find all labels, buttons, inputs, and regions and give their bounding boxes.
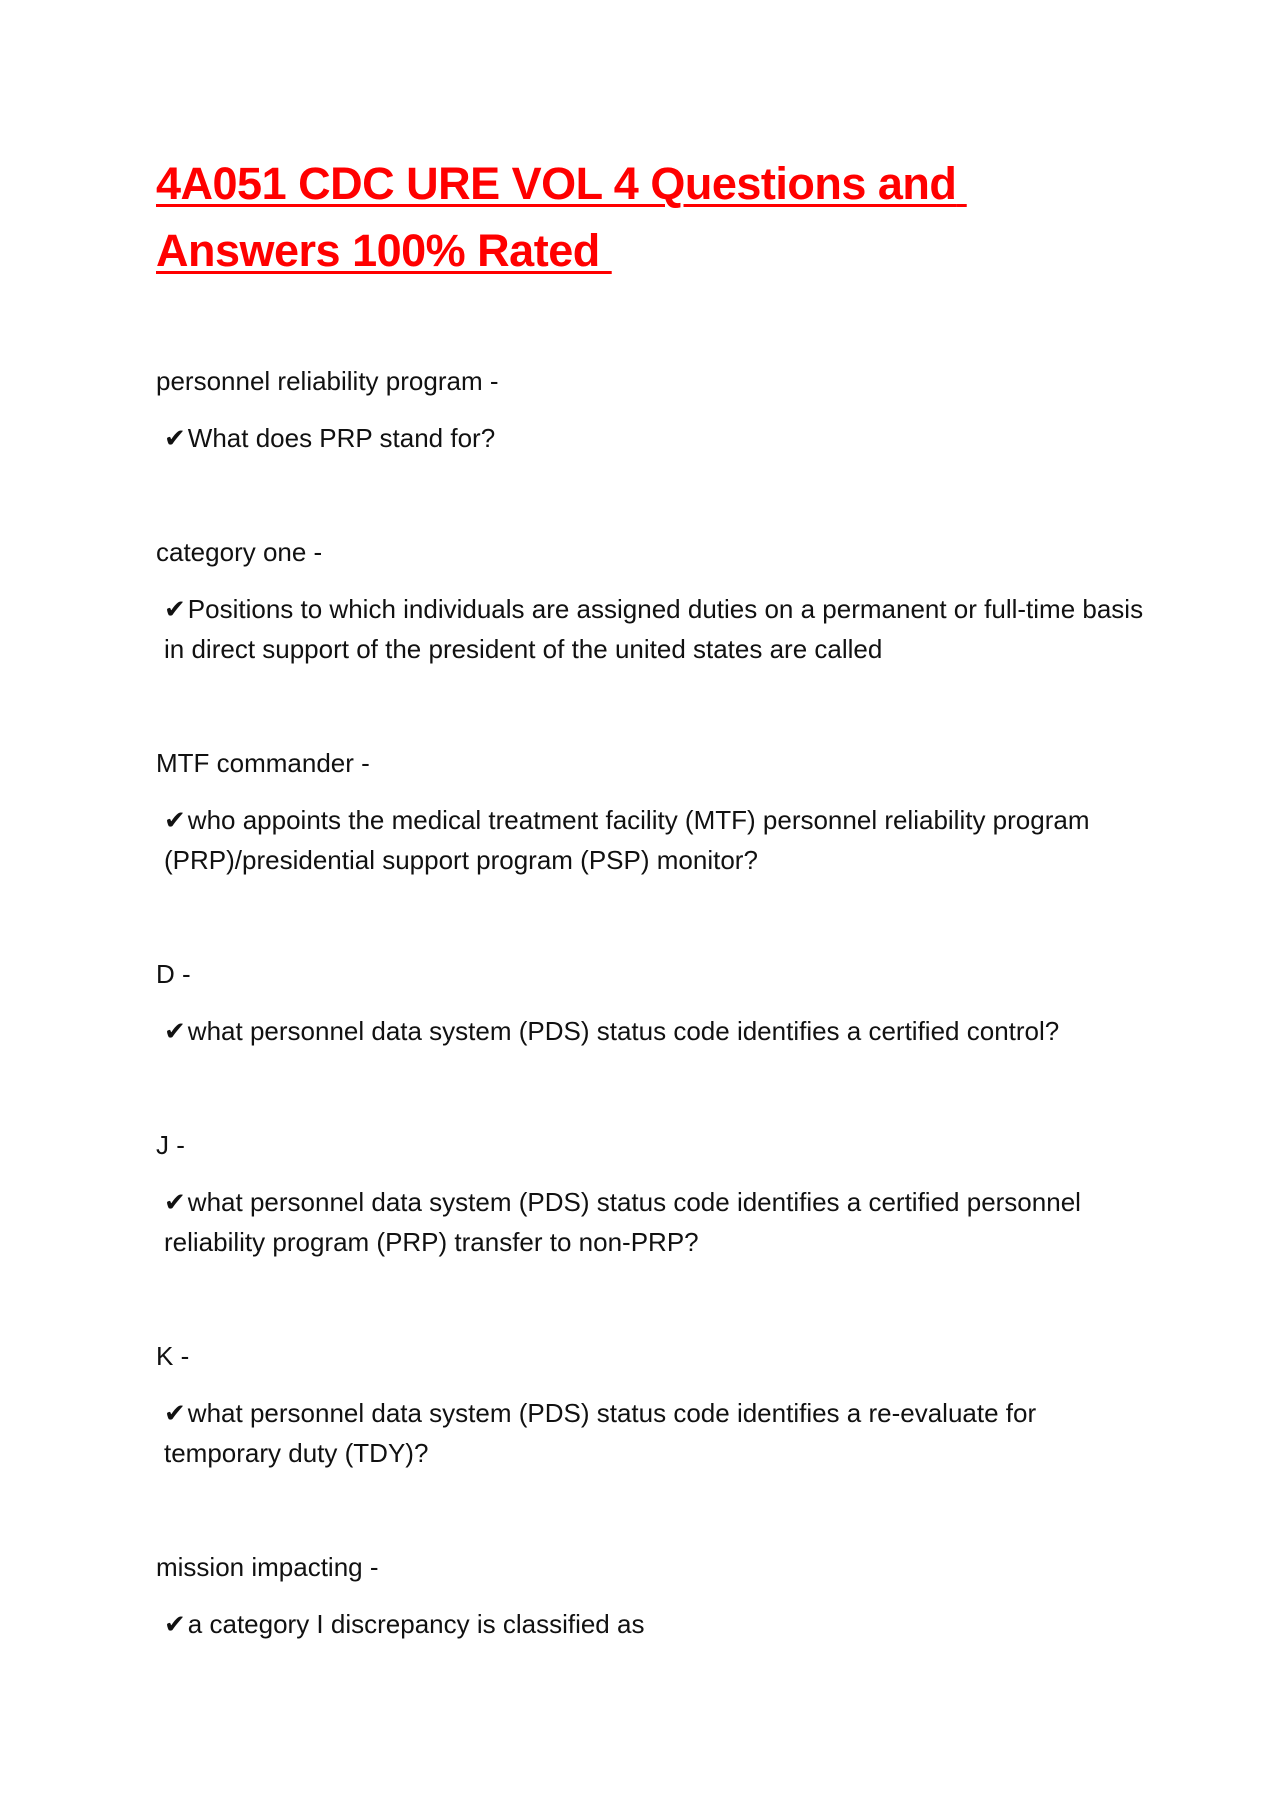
question-label: What does PRP stand for?: [187, 423, 496, 453]
qa-list: [156, 361, 1146, 1644]
question-label: what personnel data system (PDS) status code identifies a certified control?: [187, 1016, 1060, 1046]
qa-item: [156, 954, 1146, 1125]
item-spacer: [156, 880, 1146, 954]
checkmark-icon: ✔: [164, 1016, 186, 1046]
question-label: what personnel data system (PDS) status code identifies a certified personnel reliability program (PRP) transfer to non-PRP?: [164, 1187, 1081, 1257]
checkmark-icon: ✔: [164, 594, 186, 624]
answer-text: category one -: [156, 537, 323, 567]
question-label: what personnel data system (PDS) status code identifies a re-evaluate for temporary duty (TDY)?: [164, 1398, 1037, 1468]
qa-item: [156, 743, 1146, 954]
item-spacer: [156, 458, 1146, 532]
item-spacer: [156, 669, 1146, 743]
item-spacer: [156, 1473, 1146, 1547]
question-label: a category I discrepancy is classified as: [187, 1609, 645, 1639]
answer-text: K -: [156, 1341, 190, 1371]
question-text: [156, 589, 1146, 669]
qa-item: [156, 1547, 1146, 1644]
answer-text: D -: [156, 959, 191, 989]
item-spacer: [156, 1051, 1146, 1125]
checkmark-icon: ✔: [164, 423, 186, 453]
question-text: [156, 1182, 1146, 1262]
question-text: [156, 418, 1146, 458]
qa-item: [156, 532, 1146, 743]
question-text: [156, 1011, 1146, 1051]
item-spacer: [156, 1262, 1146, 1336]
qa-item: [156, 361, 1146, 532]
checkmark-icon: ✔: [164, 1398, 186, 1428]
document-title: 4A051 CDC URE VOL 4 Questions and Answers 100% Rated: [156, 158, 967, 276]
question-label: who appoints the medical treatment facility (MTF) personnel reliability program (PRP)/presidential support program (PSP) monitor?: [164, 805, 1090, 875]
answer-text: MTF commander -: [156, 748, 370, 778]
document-content: [156, 150, 1146, 1644]
question-text: [156, 1604, 1146, 1644]
question-text: [156, 1393, 1146, 1473]
question-label: Positions to which individuals are assigned duties on a permanent or full-time basis in direct support of the president of the united states are called: [164, 594, 1144, 664]
answer-text: personnel reliability program -: [156, 366, 499, 396]
qa-item: [156, 1125, 1146, 1336]
checkmark-icon: ✔: [164, 1187, 186, 1217]
qa-item: [156, 1336, 1146, 1547]
question-text: [156, 800, 1146, 880]
checkmark-icon: ✔: [164, 1609, 186, 1639]
answer-text: J -: [156, 1130, 185, 1160]
answer-text: mission impacting -: [156, 1552, 379, 1582]
checkmark-icon: ✔: [164, 805, 186, 835]
